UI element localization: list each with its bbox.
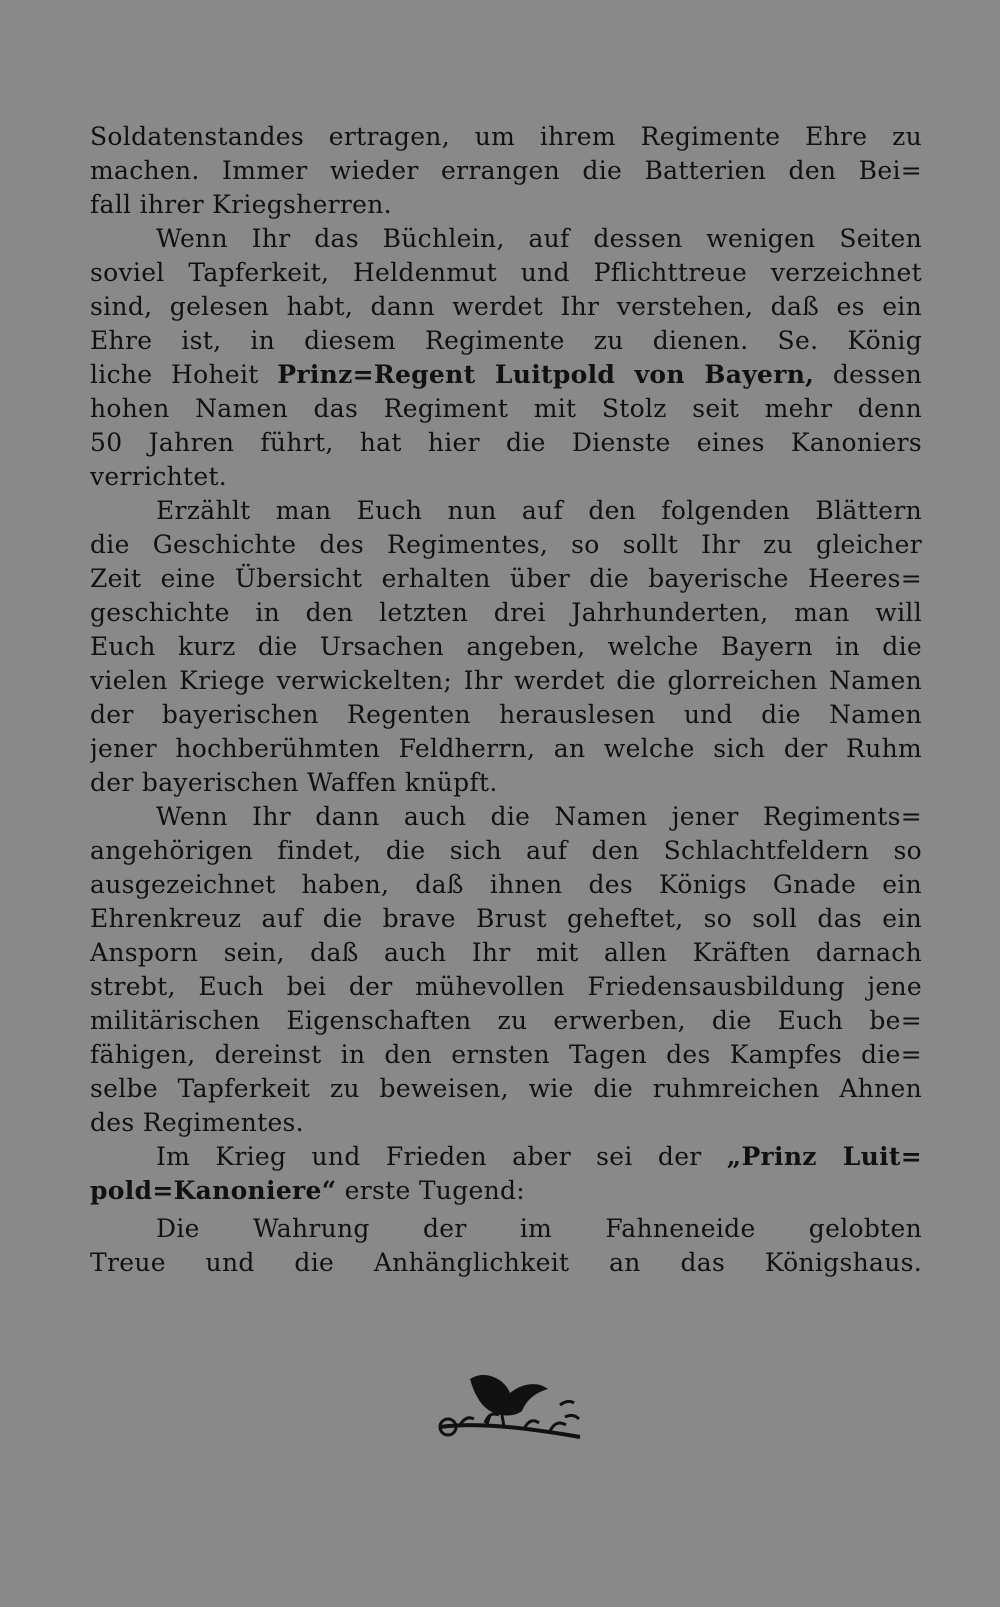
text-line: Erzählt man Euch nun auf den folgenden Blättern — [156, 496, 922, 525]
text-line: Zeit eine Übersicht erhalten über die bayerische Heeres= — [90, 564, 922, 593]
text-run: erste Tugend: — [336, 1176, 526, 1205]
text-line: soviel Tapferkeit, Heldenmut und Pflichttreue verzeichnet — [90, 258, 922, 287]
text-line: Euch kurz die Ursachen angeben, welche Bayern in die — [90, 632, 922, 661]
text-run: Im Krieg und Frieden aber sei der — [156, 1142, 727, 1171]
text-line: Wenn Ihr das Büchlein, auf dessen wenigen Seiten — [156, 224, 922, 253]
text-line: sind, gelesen habt, dann werdet Ihr verstehen, daß es ein — [90, 292, 922, 321]
text-line: Wenn Ihr dann auch die Namen jener Regiments= — [156, 802, 922, 831]
text-line: hohen Namen das Regiment mit Stolz seit mehr denn — [90, 394, 922, 423]
emphasized-name: Prinz=Regent Luitpold von Bayern, — [277, 360, 815, 389]
text-line: geschichte in den letzten drei Jahrhunderten, man will — [90, 598, 922, 627]
text-line — [90, 358, 922, 392]
text-line: Ansporn sein, daß auch Ihr mit allen Kräften darnach — [90, 938, 922, 967]
text-line: jener hochberühmten Feldherrn, an welche sich der Ruhm — [90, 734, 922, 763]
text-line: Soldatenstandes ertragen, um ihrem Regimente Ehre zu — [90, 122, 922, 151]
text-line: des Regimentes. — [90, 1108, 304, 1137]
text-line: Ehrenkreuz auf die brave Brust geheftet, so soll das ein — [90, 904, 922, 933]
text-line: verrichtet. — [90, 462, 228, 491]
text-line: fähigen, dereinst in den ernsten Tagen des Kampfes die= — [90, 1040, 922, 1069]
text-run: liche Hoheit — [90, 360, 278, 389]
text-line: der bayerischen Waffen knüpft. — [90, 768, 498, 797]
text-line: der bayerischen Regenten herauslesen und die Namen — [90, 700, 922, 729]
text-line: die Geschichte des Regimentes, so sollt Ihr zu gleicher — [90, 530, 922, 559]
bird-on-branch-vignette-icon — [430, 1365, 590, 1455]
text-line: selbe Tapferkeit zu beweisen, wie die ruhmreichen Ahnen — [90, 1074, 922, 1103]
text-line — [90, 1140, 922, 1174]
text-line: machen. Immer wieder errangen die Batterien den Bei= — [90, 156, 922, 185]
text-line: militärischen Eigenschaften zu erwerben, die Euch be= — [90, 1006, 922, 1035]
text-line: strebt, Euch bei der mühevollen Friedensausbildung jene — [90, 972, 922, 1001]
text-line: 50 Jahren führt, hat hier die Dienste eines Kanoniers — [90, 428, 922, 457]
text-line: angehörigen findet, die sich auf den Schlachtfeldern so — [90, 836, 922, 865]
text-line: fall ihrer Kriegsherren. — [90, 190, 392, 219]
text-line: Ehre ist, in diesem Regimente zu dienen. Se. König — [90, 326, 922, 355]
text-line: vielen Kriege verwickelten; Ihr werdet die glorreichen Namen — [90, 666, 922, 695]
text-line — [90, 1174, 922, 1208]
text-run: dessen — [814, 360, 922, 389]
text-line: Die Wahrung der im Fahneneide gelobten — [156, 1214, 922, 1243]
emphasized-name: „Prinz Luit= — [726, 1142, 922, 1171]
text-line: Treue und die Anhänglichkeit an das Königshaus. — [90, 1248, 922, 1277]
text-line: ausgezeichnet haben, daß ihnen des Königs Gnade ein — [90, 870, 922, 899]
emphasized-name: pold=Kanoniere“ — [90, 1176, 337, 1205]
